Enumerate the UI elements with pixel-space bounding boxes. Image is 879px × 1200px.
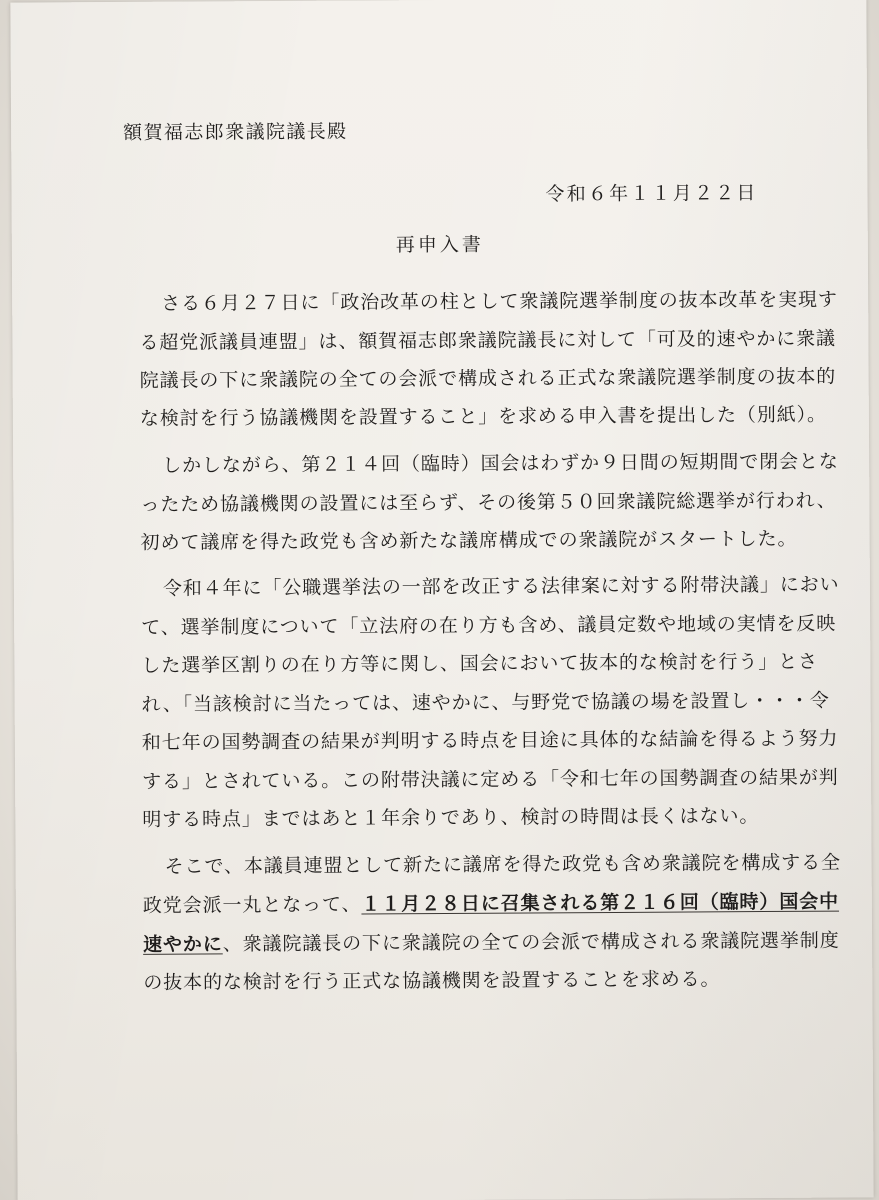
document-title: 再申入書	[395, 233, 484, 257]
paragraph-2-line-3: 初めて議席を得た政党も含め新たな議席構成での衆議院がスタートした。	[140, 527, 798, 554]
paragraph-4-line-1: そこで、本議員連盟として新たに議席を得た政党も含め衆議院を構成する全	[164, 851, 841, 878]
paragraph-3-line-4: れ、「当該検討に当たっては、速やかに、与野党で協議の場を設置し・・・令	[141, 689, 830, 716]
document-paper	[10, 0, 873, 1200]
paragraph-4-line-4: の抜本的な検討を行う正式な協議機関を設置することを求める。	[143, 968, 721, 994]
paragraph-4-line-2	[143, 887, 839, 918]
paragraph-4-line-2-text: 政党会派一丸となって、	[142, 893, 362, 917]
paragraph-2-line-1: しかしながら、第２１４回（臨時）国会はわずか９日間の短期間で閉会とな	[162, 450, 839, 477]
paragraph-1-line-4: な検討を行う協議機関を設置すること」を求める申入書を提出した（別紙）。	[139, 403, 827, 430]
paragraph-3-line-5: 和七年の国勢調査の結果が判明する時点を目途に具体的な結論を得るよう努力	[141, 727, 839, 754]
paragraph-2-line-2: ったため協議機関の設置には至らず、その後第５０回衆議院総選挙が行われ、	[140, 489, 837, 516]
emphasized-promptly-text: 速やかに	[143, 933, 223, 956]
paragraph-3-line-1: 令和４年に「公職選挙法の一部を改正する法律案に対する附帯決議」におい	[162, 573, 840, 600]
paragraph-1-line-1: さる６月２７日に「政治改革の柱として衆議院選挙制度の抜本改革を実現す	[161, 288, 838, 315]
paragraph-3-line-2: て、選挙制度について「立法府の在り方も含め、議員定数や地域の実情を反映	[141, 612, 837, 639]
paragraph-3-line-3: した選挙区割りの在り方等に関し、国会において抜本的な検討を行う」とさ	[141, 650, 819, 677]
paragraph-3-line-7: 明する時点」まではあと１年余りであり、検討の時間は長くはない。	[142, 805, 760, 831]
paragraph-4-line-3	[143, 926, 840, 957]
paragraph-3-line-6: する」とされている。この附帯決議に定める「令和七年の国勢調査の結果が判	[142, 766, 839, 793]
addressee: 額賀福志郎衆議院議長殿	[123, 120, 348, 144]
paragraph-1-line-2: る超党派議員連盟」は、額賀福志郎衆議院議長に対して「可及的速やかに衆議	[139, 327, 836, 354]
document-date: 令和６年１１月２２日	[545, 182, 758, 206]
paragraph-4-line-3-text: 、衆議院議長の下に衆議院の全ての会派で構成される衆議院選挙制度	[222, 929, 840, 956]
paragraph-1-line-3: 院議長の下に衆議院の全ての会派で構成される正式な衆議院選挙制度の抜本的	[139, 365, 837, 392]
emphasized-session-text: １１月２８日に召集される第２１６回（臨時）国会中	[361, 890, 840, 916]
